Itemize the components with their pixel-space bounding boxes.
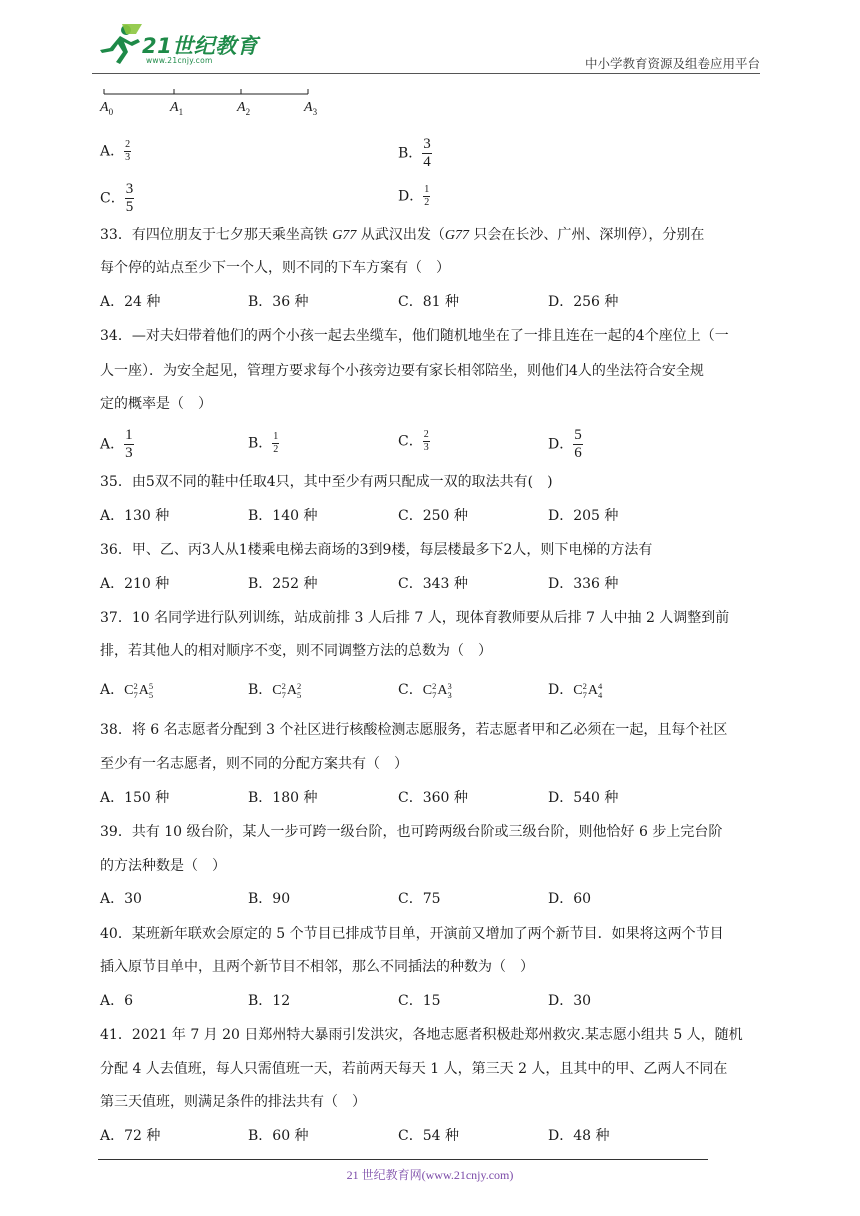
- q40-option-b: B．12: [248, 993, 291, 1009]
- q32-option-a: A． $\frac{2}{3}$: [100, 139, 131, 163]
- q36-option-c: C．343 种: [398, 576, 468, 592]
- q41-option-d: D．48 种: [548, 1128, 610, 1144]
- point-label-a2: $A_2$: [237, 100, 251, 117]
- q32-option-d: D． $\frac{1}{2}$: [398, 184, 430, 208]
- point-label-a0: $A_0$: [100, 100, 114, 117]
- runner-logo-icon: [96, 22, 144, 66]
- q41-option-b: B．60 种: [248, 1128, 309, 1144]
- q39-text-line2: 的方法种数是（ ）: [100, 858, 226, 874]
- q40-text-line1: 40．某班新年联欢会原定的 5 个节目已排成节目单，开演前又增加了两个新节目．如果将这两个节目: [100, 926, 724, 942]
- q35-text-line1: 35．由5双不同的鞋中任取4只，其中至少有两只配成一双的取法共有( ): [100, 474, 553, 490]
- q36-option-b: B．252 种: [248, 576, 318, 592]
- q41-text-line3: 第三天值班，则满足条件的排法共有（ ）: [100, 1094, 366, 1110]
- q41-option-c: C．54 种: [398, 1128, 459, 1144]
- footer-divider: [98, 1159, 708, 1160]
- q39-text-line1: 39．共有 10 级台阶，某人一步可跨一级台阶，也可跨两级台阶或三级台阶，则他恰好 6 步上完台阶: [100, 824, 723, 840]
- q40-text-line2: 插入原节目单中，且两个新节目不相邻，那么不同插法的种数为（ ）: [100, 959, 534, 975]
- point-label-a1: $A_1$: [170, 100, 184, 117]
- q33-option-c: C．81 种: [398, 294, 459, 310]
- q38-option-a: A．150 种: [100, 790, 170, 806]
- q41-text-line1: 41．2021 年 7 月 20 日郑州特大暴雨引发洪灾，各地志愿者积极赴郑州救灾.某志愿小组共 5 人，随机: [100, 1027, 743, 1043]
- q37-option-c: C．C 2 7 A 3 3: [398, 680, 452, 700]
- q38-text-line1: 38．将 6 名志愿者分配到 3 个社区进行核酸检测志愿服务，若志愿者甲和乙必须在一起，且每个社区: [100, 722, 728, 738]
- q33-option-b: B．36 种: [248, 294, 309, 310]
- q34-option-a: A． $\frac{1}{3}$: [100, 427, 133, 461]
- q38-option-c: C．360 种: [398, 790, 468, 806]
- q37-text-line1: 37．10 名同学进行队列训练，站成前排 3 人后排 7 人，现体育教师要从后排 7 人中抽 2 人调整到前: [100, 610, 730, 626]
- q40-option-c: C．15: [398, 993, 441, 1009]
- q37-option-a: A．C 2 7 A 5 5: [100, 680, 154, 700]
- q36-option-a: A．210 种: [100, 576, 170, 592]
- q33-text-line2: 每个停的站点至少下一个人，则不同的下车方案有（ ）: [100, 260, 450, 276]
- q41-option-a: A．72 种: [100, 1128, 161, 1144]
- q33-text-line1: 33．有四位朋友于七夕那天乘坐高铁 G77 从武汉出发（G77 只会在长沙、广州、深圳停），分别在: [100, 227, 705, 243]
- q33-option-d: D．256 种: [548, 294, 619, 310]
- q35-option-d: D．205 种: [548, 508, 619, 524]
- q39-option-d: D．60: [548, 891, 592, 907]
- q39-option-c: C．75: [398, 891, 441, 907]
- q38-option-b: B．180 种: [248, 790, 318, 806]
- q35-option-a: A．130 种: [100, 508, 170, 524]
- q39-option-b: B．90: [248, 891, 291, 907]
- q36-option-d: D．336 种: [548, 576, 619, 592]
- logo-brand-text: 21世纪教育: [142, 34, 259, 58]
- q37-text-line2: 排，若其他人的相对顺序不变，则不同调整方法的总数为（ ）: [100, 643, 492, 659]
- q41-text-line2: 分配 4 人去值班，每人只需值班一天，若前两天每天 1 人，第三天 2 人，且其中的甲、乙两人不同在: [100, 1061, 728, 1077]
- q33-option-a: A．24 种: [100, 294, 161, 310]
- q37-option-d: D．C 2 7 A 4 4: [548, 680, 603, 700]
- q38-option-d: D．540 种: [548, 790, 619, 806]
- q35-option-b: B．140 种: [248, 508, 318, 524]
- q35-option-c: C．250 种: [398, 508, 468, 524]
- number-line-figure: [100, 84, 340, 124]
- logo: [96, 22, 266, 70]
- q32-option-b: B． $\frac{3}{4}$: [398, 136, 431, 170]
- q34-option-c: C． $\frac{2}{3}$: [398, 429, 429, 453]
- q34-option-b: B． $\frac{1}{2}$: [248, 431, 279, 455]
- point-label-a3: $A_3$: [304, 100, 318, 117]
- q39-option-a: A．30: [100, 891, 142, 907]
- q37-option-b: B．C 2 7 A 2 5: [248, 680, 302, 700]
- logo-url-text: www.21cnjy.com: [146, 56, 213, 65]
- q34-text-line3: 定的概率是（ ）: [100, 396, 212, 412]
- q40-option-d: D．30: [548, 993, 592, 1009]
- q40-option-a: A．6: [100, 993, 134, 1009]
- q32-option-c: C． $\frac{3}{5}$: [100, 181, 134, 215]
- q36-text-line1: 36．甲、乙、丙3人从1楼乘电梯去商场的3到9楼，每层楼最多下2人，则下电梯的方法有: [100, 542, 653, 558]
- q34-text-line1: 34．—对夫妇带着他们的两个小孩一起去坐缆车，他们随机地坐在了一排且连在一起的4个座位上（一: [100, 328, 729, 344]
- platform-title: 中小学教育资源及组卷应用平台: [584, 56, 760, 71]
- footer-link[interactable]: 21 世纪教育网(www.21cnjy.com): [346, 1168, 514, 1182]
- q38-text-line2: 至少有一名志愿者，则不同的分配方案共有（ ）: [100, 756, 408, 772]
- q34-option-d: D． $\frac{5}{6}$: [548, 427, 582, 461]
- header-divider: [92, 73, 760, 74]
- q34-text-line2: 人一座）．为安全起见，管理方要求每个小孩旁边要有家长相邻陪坐，则他们4人的坐法符合安全规: [100, 363, 704, 379]
